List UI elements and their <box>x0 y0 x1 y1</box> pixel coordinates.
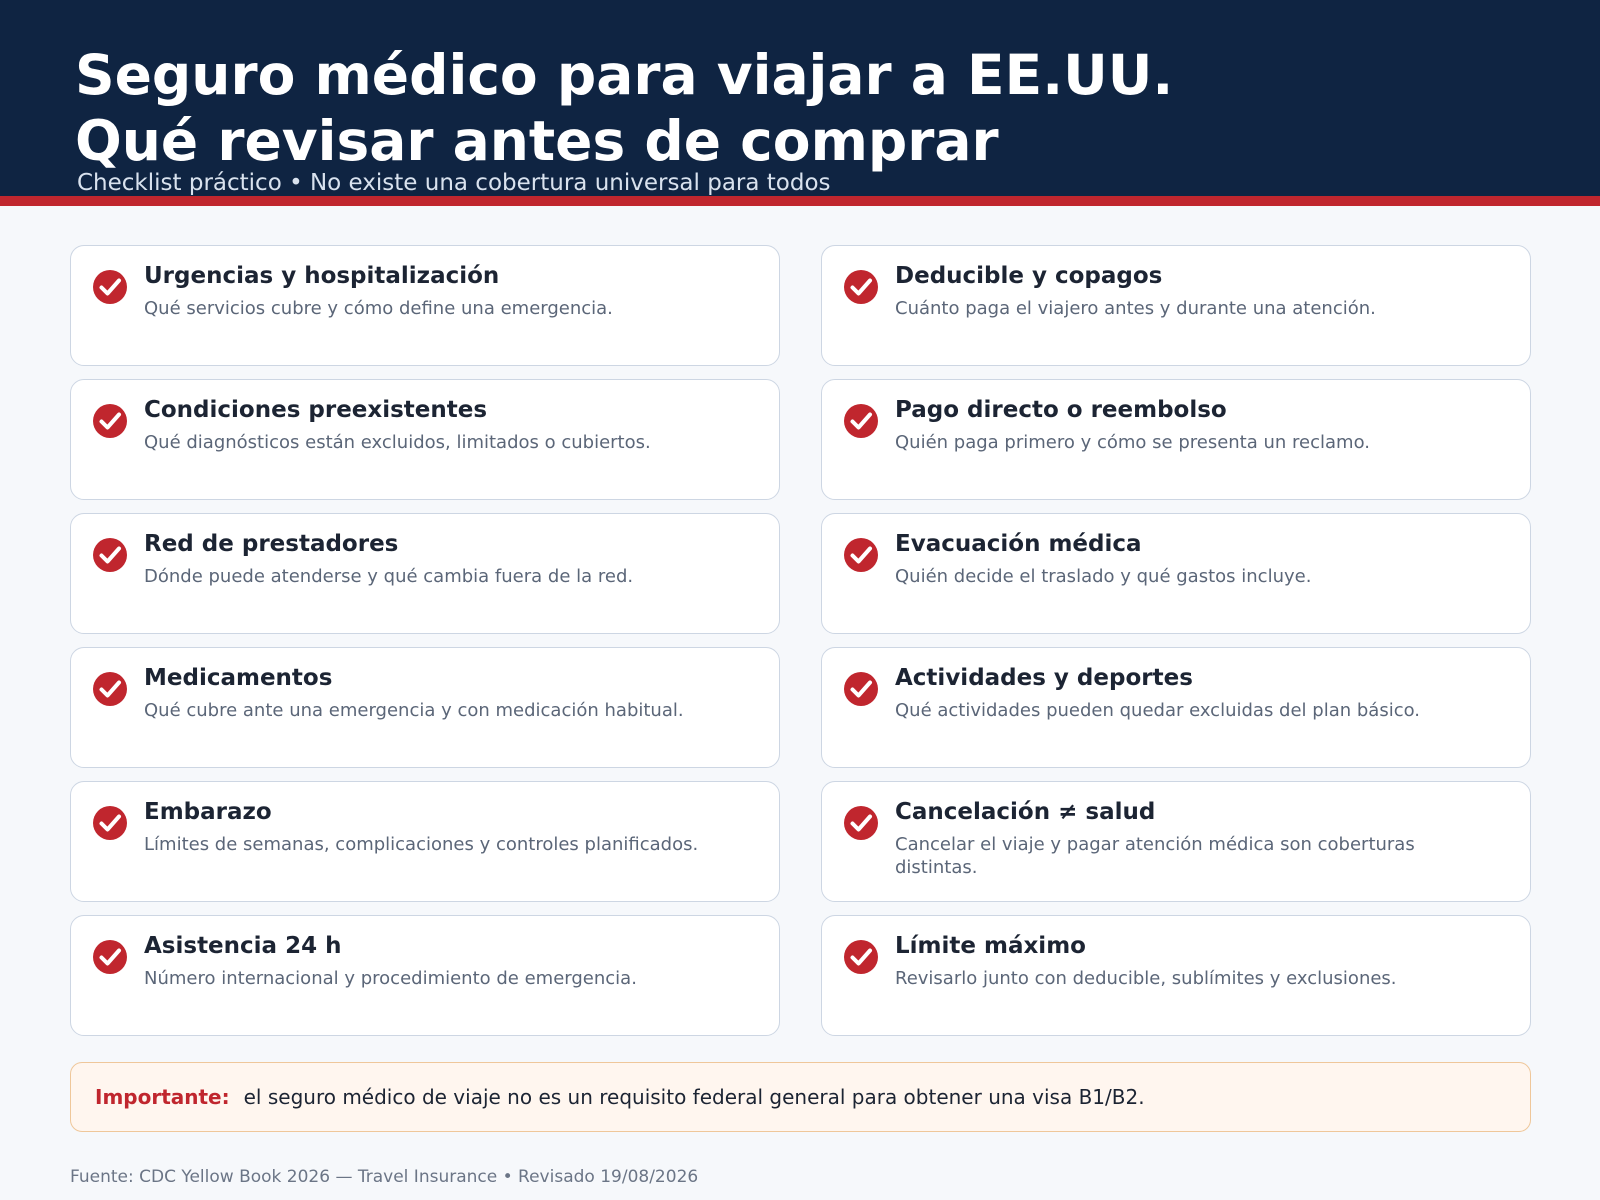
header-accent-stripe <box>0 196 1600 206</box>
checklist-card <box>821 245 1531 366</box>
checklist-card <box>70 781 780 902</box>
checklist-card-description: Cancelar el viaje y pagar atención médica son coberturas distintas. <box>895 834 1415 878</box>
header-banner <box>0 0 1600 196</box>
checklist-card <box>821 379 1531 500</box>
important-note-label: Importante: <box>95 1085 230 1109</box>
checklist-card-description: Número internacional y procedimiento de emergencia. <box>144 968 637 989</box>
check-circle-icon <box>92 403 128 439</box>
checklist-card-description: Qué cubre ante una emergencia y con medicación habitual. <box>144 700 684 721</box>
checklist-card-description: Qué actividades pueden quedar excluidas del plan básico. <box>895 700 1421 721</box>
checklist-card <box>70 379 780 500</box>
check-circle-icon <box>92 939 128 975</box>
page-subtitle: Checklist práctico • No existe una cobertura universal para todos <box>77 170 831 196</box>
checklist-card-description: Dónde puede atenderse y qué cambia fuera de la red. <box>144 566 634 587</box>
check-circle-icon <box>843 939 879 975</box>
title-line-1: Seguro médico para viajar a EE.UU. <box>75 43 1174 107</box>
checklist-card-title: Asistencia 24 h <box>144 933 342 959</box>
important-note <box>70 1062 1531 1132</box>
checklist-card-title: Urgencias y hospitalización <box>144 263 500 289</box>
check-circle-icon <box>843 403 879 439</box>
checklist-card-description: Cuánto paga el viajero antes y durante una atención. <box>895 298 1376 319</box>
checklist-card-description: Límites de semanas, complicaciones y controles planificados. <box>144 834 699 855</box>
checklist-card <box>70 245 780 366</box>
page-title <box>75 42 1555 174</box>
checklist-card-title: Medicamentos <box>144 665 333 691</box>
title-line-2: Qué revisar antes de comprar <box>75 109 999 173</box>
checklist-card-title: Evacuación médica <box>895 531 1142 557</box>
checklist-card-title: Embarazo <box>144 799 272 825</box>
check-circle-icon <box>92 671 128 707</box>
checklist-card-description: Qué diagnósticos están excluidos, limitados o cubiertos. <box>144 432 651 453</box>
check-circle-icon <box>843 537 879 573</box>
checklist-card <box>821 513 1531 634</box>
check-circle-icon <box>92 537 128 573</box>
checklist-card-title: Pago directo o reembolso <box>895 397 1227 423</box>
checklist-card-title: Red de prestadores <box>144 531 399 557</box>
check-circle-icon <box>843 671 879 707</box>
checklist-grid <box>70 245 1531 1036</box>
checklist-card-title: Límite máximo <box>895 933 1086 959</box>
important-note-text: el seguro médico de viaje no es un requisito federal general para obtener una visa B1/B2. <box>243 1085 1145 1109</box>
checklist-card <box>70 647 780 768</box>
source-footer: Fuente: CDC Yellow Book 2026 — Travel Insurance • Revisado 19/08/2026 <box>70 1167 699 1187</box>
checklist-card <box>70 513 780 634</box>
checklist-card <box>821 915 1531 1036</box>
checklist-card <box>70 915 780 1036</box>
check-circle-icon <box>843 805 879 841</box>
checklist-card-description: Revisarlo junto con deducible, sublímites y exclusiones. <box>895 968 1397 989</box>
checklist-card-description: Quién decide el traslado y qué gastos incluye. <box>895 566 1312 587</box>
check-circle-icon <box>92 805 128 841</box>
checklist-card-title: Deducible y copagos <box>895 263 1163 289</box>
checklist-card <box>821 647 1531 768</box>
check-circle-icon <box>843 269 879 305</box>
checklist-card-title: Cancelación ≠ salud <box>895 799 1156 825</box>
checklist-card <box>821 781 1531 902</box>
checklist-card-description: Qué servicios cubre y cómo define una emergencia. <box>144 298 613 319</box>
checklist-card-title: Actividades y deportes <box>895 665 1193 691</box>
check-circle-icon <box>92 269 128 305</box>
checklist-card-title: Condiciones preexistentes <box>144 397 488 423</box>
checklist-card-description: Quién paga primero y cómo se presenta un reclamo. <box>895 432 1370 453</box>
